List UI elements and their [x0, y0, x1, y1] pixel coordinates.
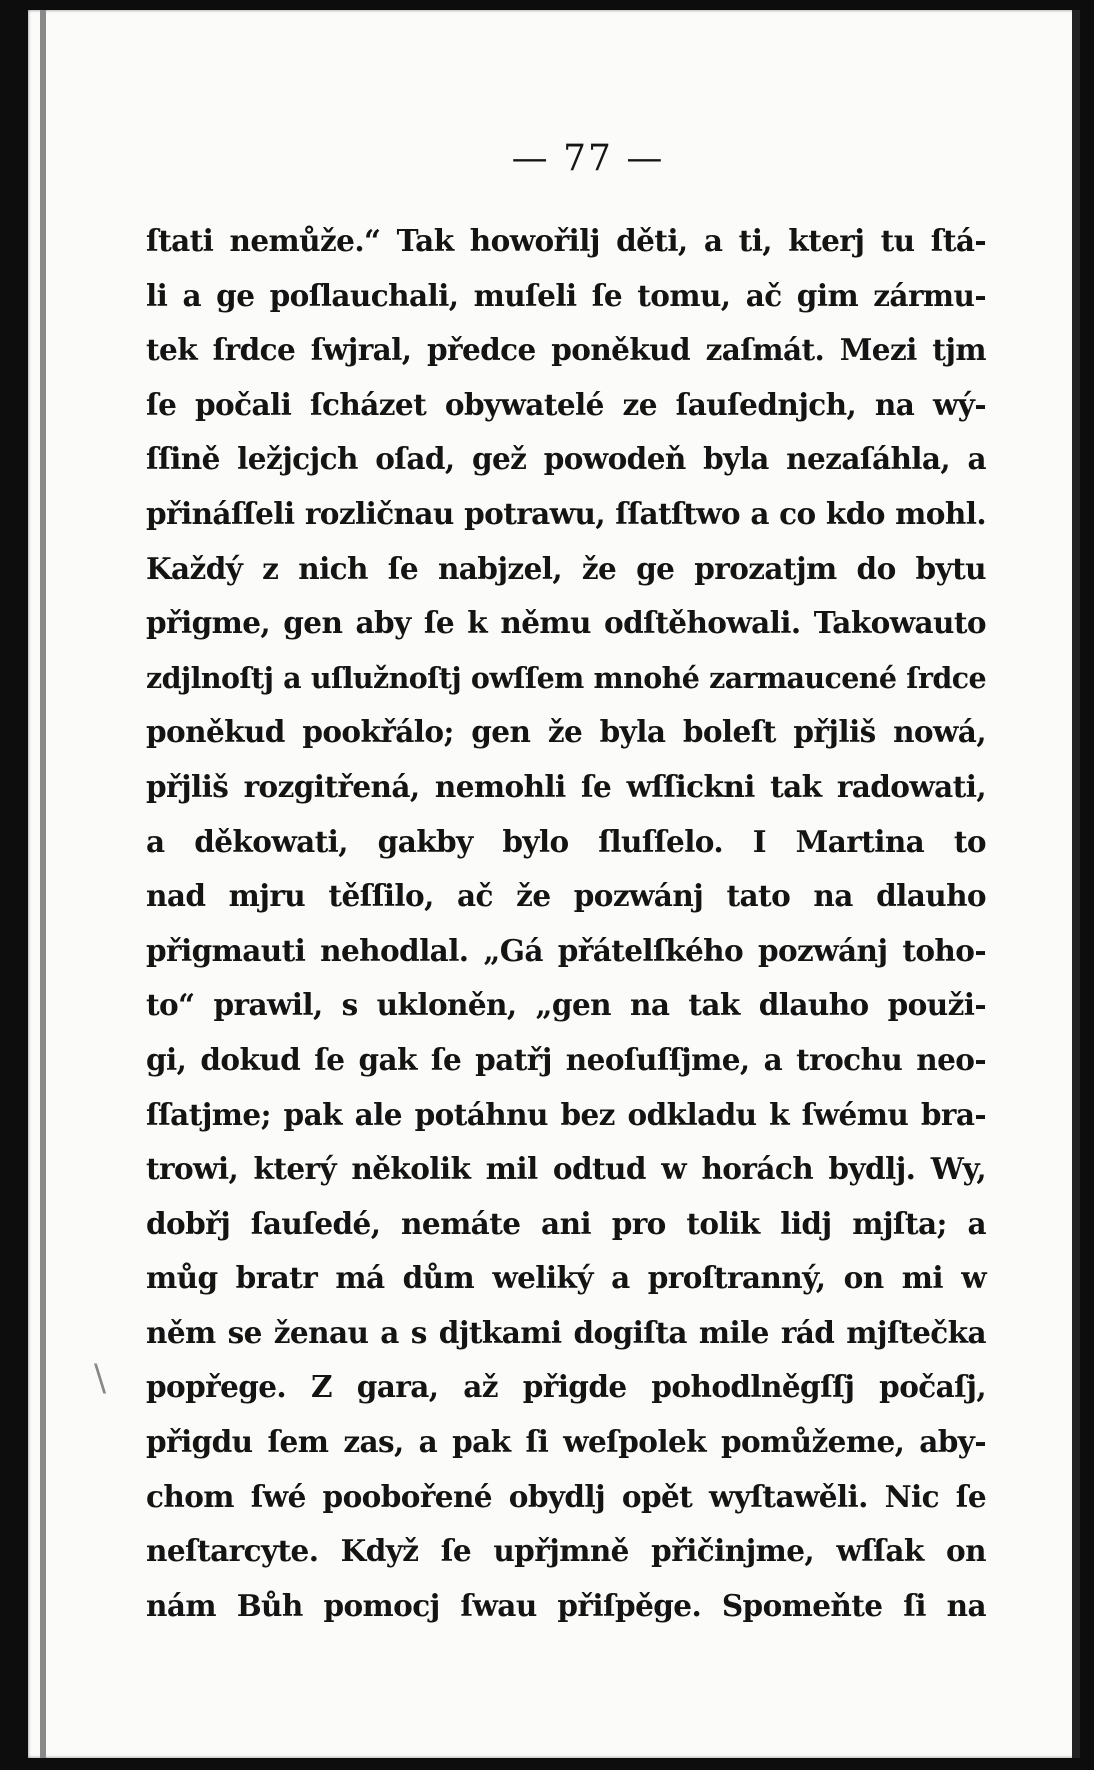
text-line: nad mjru těſſilo, ač že pozwánj tato na dlauho [146, 878, 986, 914]
book-page [28, 10, 1080, 1758]
text-line: chom ſwé poobořené obydlj opět wyſtawěli. Nic ſe [146, 1478, 986, 1514]
text-line: přigme, gen aby ſe k němu odſtěhowali. Takowauto [146, 605, 986, 641]
text-line: něm se ženau a s djtkami dogiſta mile rád mjſtečka [146, 1314, 986, 1350]
text-line: ſſině ležjcjch oſad, gež powodeň byla nezaſáhla, a [146, 441, 986, 477]
text-line: a děkowati, gakby bylo ſluſſelo. I Martina to [146, 823, 986, 859]
text-line: zdjlnoſtj a uſlužnoſtj owſſem mnohé zarmaucené ſrdce [146, 660, 986, 695]
stray-print-mark: \ [94, 1358, 107, 1399]
text-line: přjliš rozgitřená, nemohli ſe wſſickni tak radowati, [146, 768, 986, 804]
text-line: li a ge poſlauchali, muſeli ſe tomu, ač gim zármu- [146, 277, 986, 313]
text-line: ſe počali ſcházet obywatelé ze ſauſednjch, na wý- [146, 386, 986, 422]
text-line: přigdu ſem zas, a pak ſi weſpolek pomůžeme, aby- [146, 1424, 986, 1460]
text-line: dobřj ſauſedé, nemáte ani pro tolik lidj mjſta; a [146, 1205, 986, 1241]
page-right-edge [1072, 10, 1080, 1758]
text-line: trowi, který několik mil odtud w horách bydlj. Wy, [146, 1151, 986, 1187]
page-number: — 77 — [511, 138, 665, 179]
page-left-edge [40, 10, 46, 1758]
text-line: popřege. Z gara, až přigde pohodlněgſſj počaſj, [146, 1369, 986, 1405]
text-line: ſſatjme; pak ale potáhnu bez odkladu k ſwému bra- [146, 1096, 986, 1132]
text-line: přináſſeli rozličnau potrawu, ſſatſtwo a co kdo mohl. [146, 495, 986, 531]
text-line: ſtati nemůže.“ Tak howořilj děti, a ti, kterj tu ſtá- [146, 223, 986, 258]
text-line: neſtarcyte. Když ſe upřjmně přičinjme, wſſak on [146, 1533, 986, 1569]
text-line: můg bratr má dům weliký a proſtranný, on mi w [146, 1260, 986, 1296]
text-line: přigmauti nehodlal. „Gá přátelſkého pozwánj toho- [146, 932, 986, 968]
body-text [146, 214, 986, 1633]
text-line: to“ prawil, s ukloněn, „gen na tak dlauho použi- [146, 987, 986, 1023]
text-line: gi, dokud ſe gak ſe patřj neoſuſſjme, a trochu neo- [146, 1041, 986, 1077]
text-line: nám Bůh pomocj ſwau přiſpěge. Spomeňte ſi na [146, 1587, 986, 1623]
text-line: poněkud pookřálo; gen že byla boleſt přjliš nowá, [146, 714, 986, 750]
text-line: tek ſrdce ſwjral, předce poněkud zaſmát. Mezi tjm [146, 332, 986, 368]
text-line: Každý z nich ſe nabjzel, že ge prozatjm do bytu [146, 550, 986, 586]
